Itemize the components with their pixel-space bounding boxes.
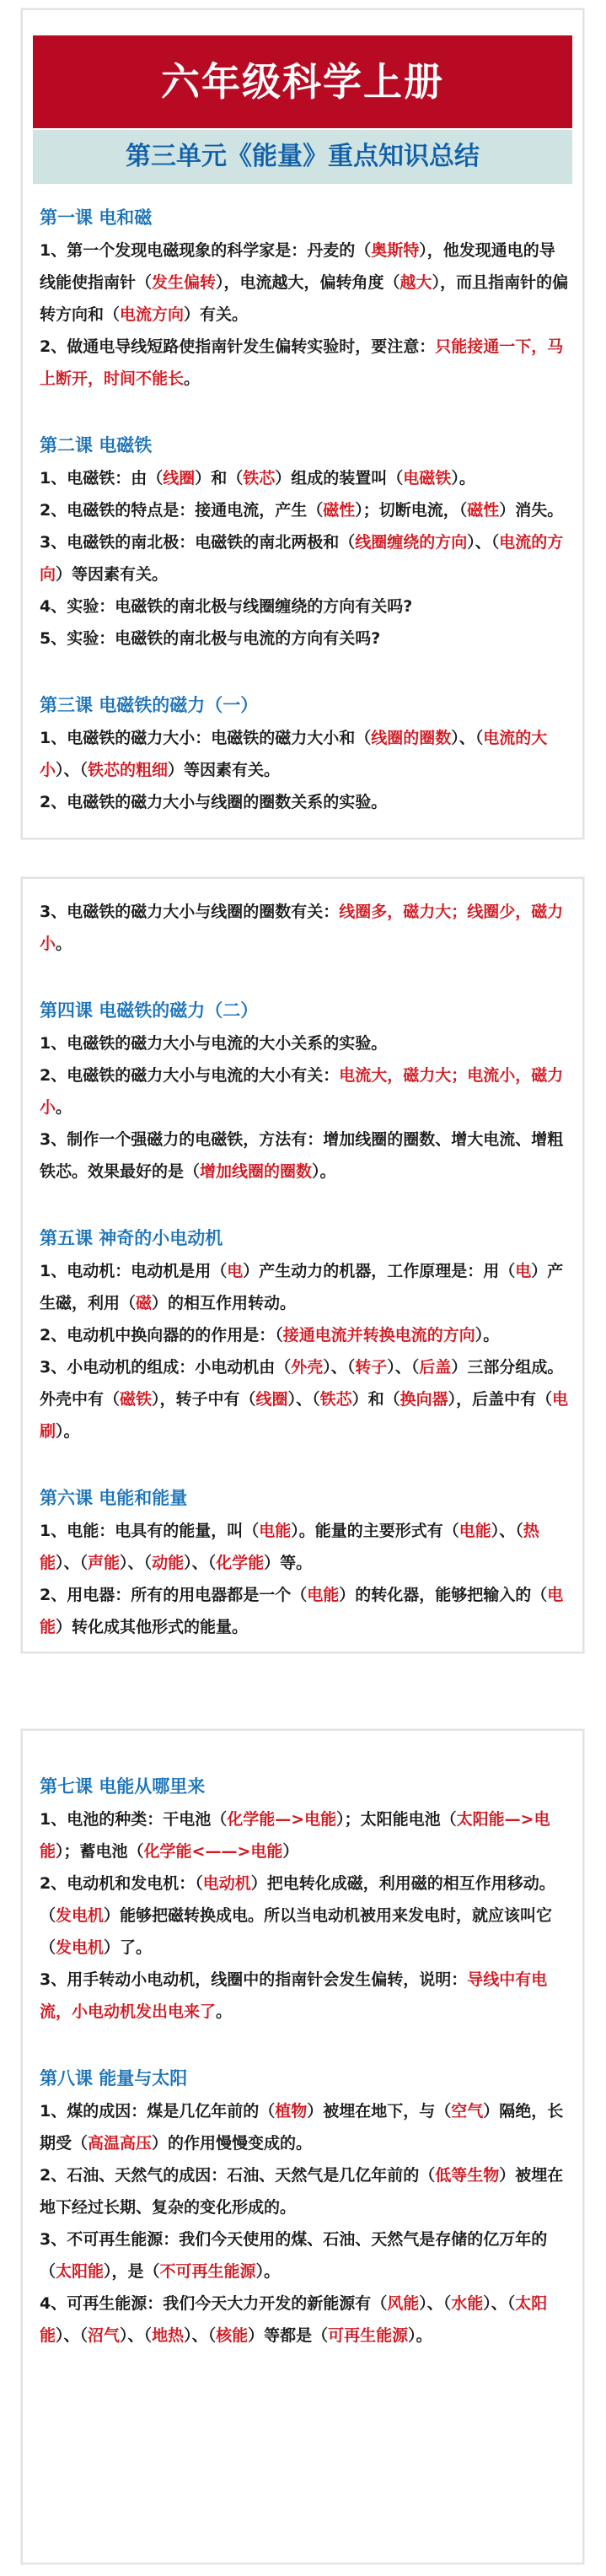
answer-highlight: 沼气 xyxy=(88,2326,121,2345)
statement-text: 3、电磁铁的南北极：电磁铁的南北两极和（ xyxy=(40,533,356,552)
answer-highlight: 磁 xyxy=(136,1294,153,1312)
answer-highlight: 低等生物 xyxy=(435,2166,500,2185)
lesson-heading: 第七课 电能从哪里来 xyxy=(40,1776,206,1797)
knowledge-point xyxy=(40,722,569,786)
statement-text: ）等因素有关。 xyxy=(56,565,169,584)
statement-text: ），而且指南针的偏转方向和（ xyxy=(40,273,569,324)
knowledge-point xyxy=(40,494,569,526)
statement-text: ）等都是（ xyxy=(248,2326,329,2345)
page-title: 六年级科学上册 xyxy=(33,35,572,128)
knowledge-point xyxy=(40,1579,569,1643)
statement-text: 1、电池的种类：干电池（ xyxy=(40,1810,228,1829)
answer-highlight: 地热 xyxy=(152,2326,185,2345)
statement-text: ）转化成其他形式的能量。 xyxy=(56,1618,249,1636)
knowledge-point xyxy=(40,622,569,655)
knowledge-point xyxy=(40,590,569,622)
statement-text: ）、（ xyxy=(323,1358,356,1377)
answer-highlight: 电磁铁 xyxy=(403,469,452,488)
answer-highlight: 导线中有电流，小电动机发出电来了 xyxy=(40,1970,548,2021)
answer-highlight: 动能 xyxy=(152,1554,185,1572)
answer-highlight: 化学能 xyxy=(216,1554,265,1572)
statement-text: 2、做通电导线短路使指南针发生偏转实验时，要注意： xyxy=(40,337,436,356)
answer-highlight: 声能 xyxy=(88,1554,121,1572)
lesson-section xyxy=(40,1485,569,1643)
knowledge-point xyxy=(40,331,569,395)
statement-text: ）。能量的主要形式有（ xyxy=(291,1522,459,1540)
statement-text: ）。 xyxy=(451,469,475,488)
statement-text: 3、不可再生能源：我们今天使用的煤、石油、天然气是存储的亿万年的（ xyxy=(40,2230,548,2281)
statement-text: ）组成的装置叫（ xyxy=(275,469,404,488)
lesson-heading: 第八课 能量与太阳 xyxy=(40,2068,188,2088)
answer-highlight: 太阳能 xyxy=(56,2262,105,2281)
answer-highlight: 铁芯 xyxy=(319,1390,352,1409)
statement-text: ）产生动力的机器，工作原理是：用（ xyxy=(243,1262,516,1280)
statement-text: ）、（ xyxy=(56,1554,88,1572)
knowledge-point xyxy=(40,526,569,590)
answer-highlight: 植物 xyxy=(275,2102,308,2121)
answer-highlight: 电动机 xyxy=(202,1874,251,1893)
lesson-heading: 第二课 电磁铁 xyxy=(40,435,153,455)
lesson-heading: 第六课 电能和能量 xyxy=(40,1488,188,1508)
statement-text: ）的相互作用转动。 xyxy=(152,1294,297,1312)
statement-text: ），转子中有（ xyxy=(152,1390,256,1409)
statement-text: ）；切断电流，（ xyxy=(355,501,468,520)
content-flow-3 xyxy=(40,1773,569,2389)
statement-text: 。 xyxy=(216,2002,233,2021)
statement-text: 2、石油、天然气的成因：石油、天然气是几亿年前的（ xyxy=(40,2166,436,2185)
statement-text: ）。 xyxy=(408,2326,432,2345)
content-flow-2 xyxy=(40,896,569,1680)
statement-text: ）。 xyxy=(255,2262,281,2281)
answer-highlight: 化学能—>电能 xyxy=(227,1810,337,1829)
statement-text: 1、电能：电具有的能量，叫（ xyxy=(40,1522,260,1540)
answer-highlight: 磁铁 xyxy=(120,1390,153,1409)
statement-text: ）、（ xyxy=(483,2294,516,2313)
answer-highlight: 化学能<——>电能 xyxy=(143,1842,283,1861)
lesson-heading: 第三课 电磁铁的磁力（一） xyxy=(40,695,259,715)
answer-highlight: 后盖 xyxy=(419,1358,452,1377)
answer-highlight: 空气 xyxy=(451,2102,484,2121)
answer-highlight: 线圈缠绕的方向 xyxy=(355,533,468,552)
lesson-section xyxy=(40,204,569,395)
statement-text: ） xyxy=(282,1842,299,1861)
statement-text: 2、电磁铁的磁力大小与线圈的圈数关系的实验。 xyxy=(40,793,388,811)
statement-text: ）被埋在地下经过长期、复杂的变化形成的。 xyxy=(40,2166,564,2217)
answer-highlight: 铁芯 xyxy=(243,469,276,488)
statement-text: ）的转化器，能够把输入的（ xyxy=(339,1586,548,1604)
knowledge-point xyxy=(40,1351,569,1447)
knowledge-point xyxy=(40,1319,569,1351)
knowledge-point xyxy=(40,2095,569,2159)
answer-highlight: 核能 xyxy=(216,2326,249,2345)
knowledge-point xyxy=(40,1515,569,1579)
knowledge-point xyxy=(40,1867,569,1964)
statement-text: 3、电磁铁的磁力大小与线圈的圈数有关： xyxy=(40,903,340,921)
answer-highlight: 电刷 xyxy=(40,1390,569,1441)
answer-highlight: 高温高压 xyxy=(88,2134,153,2153)
answer-highlight: 电能 xyxy=(459,1522,491,1540)
answer-highlight: 电 xyxy=(227,1262,244,1280)
answer-highlight: 磁性 xyxy=(323,501,356,520)
statement-text: 1、电磁铁的磁力大小：电磁铁的磁力大小和（ xyxy=(40,729,372,747)
statement-text: 2、用电器：所有的用电器都是一个（ xyxy=(40,1586,308,1604)
answer-highlight: 接通电流并转换电流的方向 xyxy=(282,1326,475,1345)
statement-text: ）、（ xyxy=(287,1390,320,1409)
knowledge-point xyxy=(40,1803,569,1867)
statement-text: 1、第一个发现电磁现象的科学家是：丹麦的（ xyxy=(40,241,372,260)
page-sheet-3 xyxy=(21,1729,584,2564)
lesson-section xyxy=(40,432,569,655)
statement-text: ），电流越大，偏转角度（ xyxy=(216,273,400,292)
statement-text: ）；太阳能电池（ xyxy=(336,1810,457,1829)
answer-highlight: 线圈 xyxy=(163,469,196,488)
answer-highlight: 电能 xyxy=(307,1586,340,1604)
answer-highlight: 电流的大小 xyxy=(40,729,548,779)
answer-highlight: 发生偏转 xyxy=(152,273,217,292)
statement-text: 4、可再生能源：我们今天大力开发的新能源有（ xyxy=(40,2294,388,2313)
statement-text: 1、电磁铁：由（ xyxy=(40,469,164,488)
lesson-section xyxy=(40,1773,569,2028)
knowledge-point xyxy=(40,2159,569,2223)
statement-text: ），后盖中有（ xyxy=(448,1390,553,1409)
answer-highlight: 线圈 xyxy=(255,1390,288,1409)
statement-text: 。 xyxy=(56,1098,72,1117)
statement-text: ）被埋在地下，与（ xyxy=(307,2102,452,2121)
statement-text: ）、（ xyxy=(184,1554,217,1572)
answer-highlight: 可再生能源 xyxy=(328,2326,409,2345)
lesson-section xyxy=(40,692,569,818)
statement-text: ）隔绝，长期受（ xyxy=(40,2102,564,2153)
knowledge-point xyxy=(40,1964,569,2028)
answer-highlight: 只能接通一下，马上断开，时间不能长 xyxy=(40,337,564,388)
statement-text: ）、（ xyxy=(120,2326,153,2345)
statement-text: ）、（ xyxy=(184,2326,217,2345)
statement-text: ）、（ xyxy=(451,729,484,747)
statement-text: ）和（ xyxy=(195,469,244,488)
statement-text: 3、小电动机的组成：小电动机由（ xyxy=(40,1358,292,1377)
knowledge-point xyxy=(40,1059,569,1124)
answer-highlight: 水能 xyxy=(451,2294,484,2313)
lesson-heading: 第一课 电和磁 xyxy=(40,207,153,228)
statement-text: ）、（ xyxy=(120,1554,153,1572)
statement-text: ）等因素有关。 xyxy=(168,761,281,779)
statement-text: ）的作用慢慢变成的。 xyxy=(152,2134,313,2153)
knowledge-point xyxy=(40,1124,569,1188)
answer-highlight: 越大 xyxy=(400,273,432,292)
statement-text: 3、用手转动小电动机，线圈中的指南针会发生偏转，说明： xyxy=(40,1970,468,1989)
statement-text: ）有关。 xyxy=(184,305,249,324)
statement-text: ）能够把磁转换成电。所以当电动机被用来发电时，就应该叫它（ xyxy=(40,1906,553,1957)
statement-text: ）把电转化成磁，利用磁的相互作用移动。（ xyxy=(40,1874,555,1925)
statement-text: ）。 xyxy=(475,1326,500,1345)
answer-highlight: 电流的方向 xyxy=(40,533,564,584)
page-sheet-2 xyxy=(21,877,584,1653)
statement-text: ）、（ xyxy=(387,1358,420,1377)
answer-highlight: 转子 xyxy=(355,1358,388,1377)
statement-text: ）三部分组成。外壳中有（ xyxy=(40,1358,564,1409)
knowledge-point xyxy=(40,786,569,818)
answer-highlight: 铁芯的粗细 xyxy=(88,761,169,779)
statement-text: ）、（ xyxy=(491,1522,523,1540)
statement-text: 4、实验：电磁铁的南北极与线圈缠绕的方向有关吗? xyxy=(40,597,413,616)
statement-text: ）。 xyxy=(56,1422,80,1441)
statement-text: 3、制作一个强磁力的电磁铁，方法有：增加线圈的圈数、增大电流、增粗铁芯。效果最好的是（ xyxy=(40,1130,564,1181)
answer-highlight: 线圈多，磁力大；线圈少，磁力小 xyxy=(40,903,564,953)
statement-text: ）；蓄电池（ xyxy=(56,1842,144,1861)
answer-highlight: 电流方向 xyxy=(120,305,185,324)
lesson-heading: 第四课 电磁铁的磁力（二） xyxy=(40,1000,259,1021)
knowledge-point xyxy=(40,896,569,960)
content-flow-1 xyxy=(40,204,569,855)
lesson-section xyxy=(40,997,569,1188)
statement-text: ）了。 xyxy=(104,1938,153,1957)
lesson-heading: 第五课 神奇的小电动机 xyxy=(40,1228,223,1248)
statement-text: ），他发现通电的导线能使指南针（ xyxy=(40,241,555,292)
answer-highlight: 电流大，磁力大；电流小，磁力小 xyxy=(40,1066,564,1117)
page-sheet-1 xyxy=(21,8,584,839)
lesson-section xyxy=(40,1225,569,1447)
lesson-section xyxy=(40,2065,569,2352)
statement-text: 1、煤的成因：煤是几亿年前的（ xyxy=(40,2102,276,2121)
answer-highlight: 增加线圈的圈数 xyxy=(200,1162,313,1181)
answer-highlight: 太阳能 xyxy=(40,2294,548,2345)
statement-text: ）、（ xyxy=(56,2326,88,2345)
answer-highlight: 奥斯特 xyxy=(371,241,420,260)
statement-text: ）。 xyxy=(312,1162,336,1181)
knowledge-point xyxy=(40,1255,569,1319)
statement-text: 2、电磁铁的磁力大小与电流的大小有关： xyxy=(40,1066,340,1085)
answer-highlight: 电 xyxy=(515,1262,532,1280)
statement-text: 2、电动机和发电机：（ xyxy=(40,1874,203,1893)
answer-highlight: 磁性 xyxy=(467,501,500,520)
statement-text: 5、实验：电磁铁的南北极与电流的方向有关吗? xyxy=(40,629,381,648)
answer-highlight: 热能 xyxy=(40,1522,539,1572)
statement-text: 2、电动机中换向器的的作用是：（ xyxy=(40,1326,283,1345)
statement-text: 1、电磁铁的磁力大小与电流的大小关系的实验。 xyxy=(40,1034,388,1053)
statement-text: 2、电磁铁的特点是：接通电流，产生（ xyxy=(40,501,324,520)
answer-highlight: 太阳能—>电能 xyxy=(40,1810,550,1861)
answer-highlight: 线圈的圈数 xyxy=(371,729,452,747)
answer-highlight: 不可再生能源 xyxy=(159,2262,256,2281)
answer-highlight: 发电机 xyxy=(56,1938,105,1957)
statement-text: ）、（ xyxy=(56,761,88,779)
statement-text: ）、（ xyxy=(467,533,500,552)
statement-text: ）、（ xyxy=(419,2294,452,2313)
page-subtitle: 第三单元《能量》重点知识总结 xyxy=(33,130,572,184)
knowledge-point xyxy=(40,462,569,494)
statement-text: 1、电动机：电动机是用（ xyxy=(40,1262,228,1280)
answer-highlight: 外壳 xyxy=(291,1358,324,1377)
statement-text: ）等。 xyxy=(264,1554,313,1572)
answer-highlight: 发电机 xyxy=(56,1906,105,1925)
statement-text: ），是（ xyxy=(104,2262,160,2281)
statement-text: ）产生磁，利用（ xyxy=(40,1262,564,1312)
knowledge-point xyxy=(40,234,569,331)
knowledge-point xyxy=(40,1027,569,1059)
answer-highlight: 电能 xyxy=(40,1586,564,1636)
statement-text: ）和（ xyxy=(351,1390,400,1409)
knowledge-point xyxy=(40,2223,569,2288)
statement-text: 。 xyxy=(184,369,201,388)
answer-highlight: 电能 xyxy=(259,1522,292,1540)
statement-text: 。 xyxy=(56,935,72,953)
answer-highlight: 风能 xyxy=(387,2294,420,2313)
statement-text: ）消失。 xyxy=(499,501,564,520)
knowledge-point xyxy=(40,2288,569,2352)
answer-highlight: 换向器 xyxy=(400,1390,448,1409)
lesson-section xyxy=(40,896,569,960)
